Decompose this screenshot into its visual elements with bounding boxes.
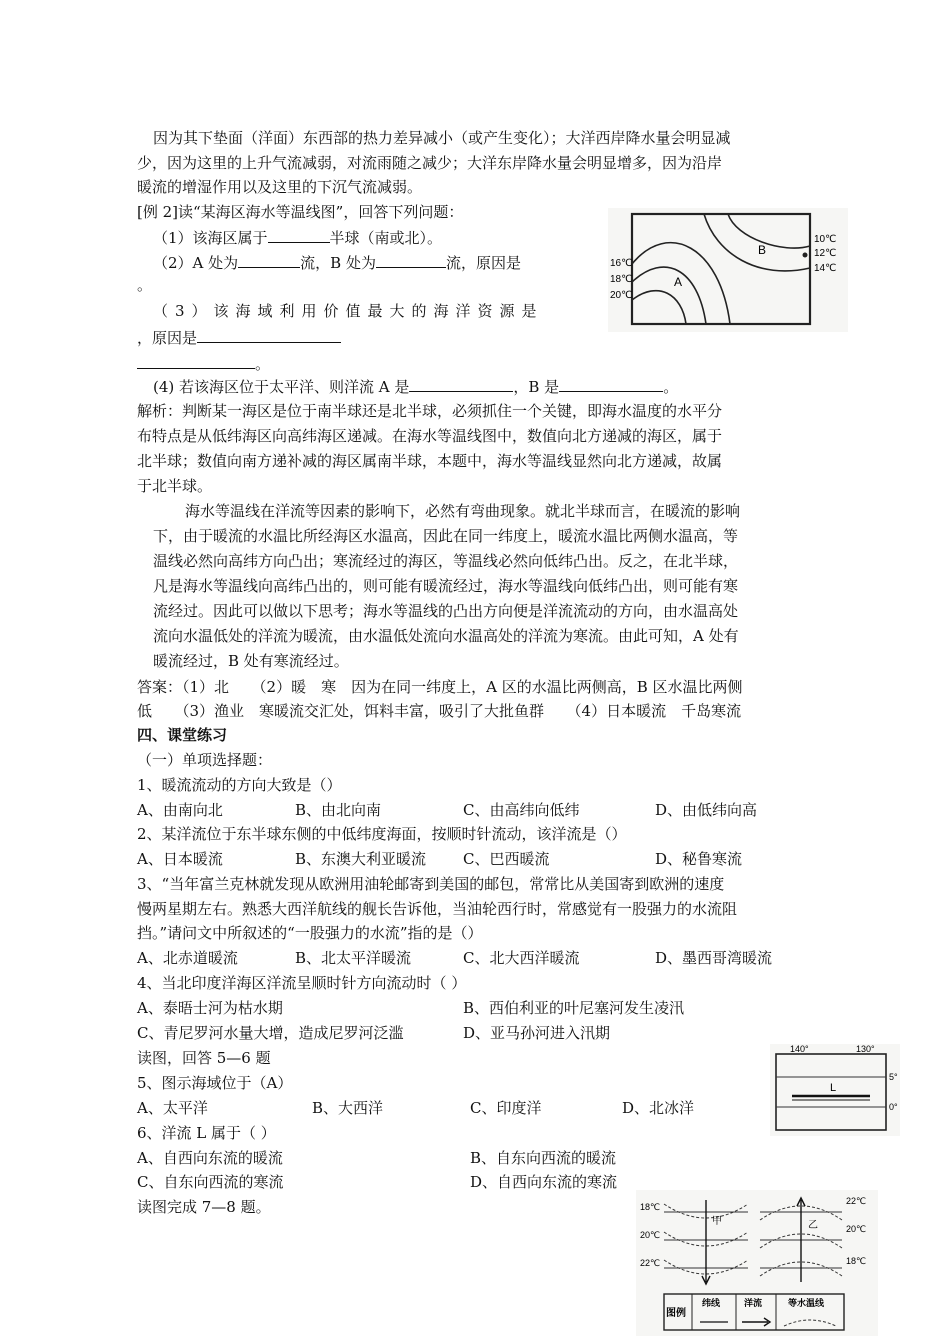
question-3: 慢两星期左右。熟悉大西洋航线的舰长告诉他，当油轮西行时，常感觉有一股强力的水流阻 (137, 900, 738, 918)
question-3: 3、“当年富兰克林就发现从欧洲用油轮邮寄到美国的邮包，常常比从美国寄到欧洲的速度 (137, 875, 725, 893)
question-line: （1）该海区属于 半球（南或北）。 (153, 226, 442, 249)
option[interactable]: D、由低纬向高 (655, 801, 758, 819)
text-line: 解析：判断某一海区是位于南半球还是北半球，必须抓住一个关键，即海水温度的水平分 (137, 402, 723, 420)
text-line: 海水等温线在洋流等因素的影响下，必然有弯曲现象。就北半球而言，在暖流的影响 (185, 502, 741, 520)
answer-blank[interactable] (409, 375, 513, 392)
isotherm-label: 14℃ (814, 263, 837, 274)
option[interactable]: D、亚马孙河进入汛期 (463, 1024, 611, 1042)
option[interactable]: C、由高纬向低纬 (463, 801, 580, 819)
longitude-label: 140° (790, 1044, 809, 1054)
question-line: 。 (137, 352, 270, 375)
text-line: 少，因为这里的上升气流减弱，对流雨随之减少；大洋东岸降水量会明显增多，因为沿岸 (137, 154, 723, 172)
option[interactable]: D、自西向东流的寒流 (470, 1173, 618, 1191)
option[interactable]: B、东澳大利亚暖流 (295, 850, 427, 868)
text-line: 北半球；数值向南方递补减的海区属南半球，本题中，海水等温线显然向北方递减，故属 (137, 452, 723, 470)
isotherm-map-figure (608, 208, 848, 332)
option[interactable]: A、日本暖流 (137, 850, 223, 868)
text-line: 于北半球。 (137, 477, 213, 495)
option[interactable]: B、由北向南 (295, 801, 382, 819)
option[interactable]: A、泰晤士河为枯水期 (137, 999, 283, 1017)
legend-title: 图例 (666, 1308, 686, 1319)
text-line: 流向水温低处的洋流为暖流，由水温低处流向水温高处的洋流为寒流。由此可知，A 处有 (153, 627, 739, 645)
latitude-label: 5° (889, 1072, 898, 1082)
isotherm-label: 20℃ (610, 290, 633, 301)
option[interactable]: B、大西洋 (312, 1099, 384, 1117)
option[interactable]: C、青尼罗河水量大增，造成尼罗河泛滥 (137, 1024, 404, 1042)
latitude-label: 0° (889, 1102, 898, 1112)
read-figure-instruction: 读图，回答 5—6 题 (137, 1049, 271, 1067)
isotherm-label: 12℃ (814, 248, 837, 259)
question-1: 1、暖流流动的方向大致是（） (137, 776, 342, 794)
text-line: 凡是海水等温线向高纬凸出的，则可能有暖流经过，海水等温线向低纬凸出，则可能有寒 (153, 577, 739, 595)
text-line: 流经过。因此可以做以下思考；海水等温线的凸出方向便是洋流流动的方向，由水温高处 (153, 602, 739, 620)
question-4: 4、当北印度洋海区洋流呈顺时针方向流动时（ ） (137, 974, 467, 992)
isotherm-label: 16℃ (610, 258, 633, 269)
option[interactable]: A、自西向东流的暖流 (137, 1149, 283, 1167)
isotherm-current-figure (636, 1190, 878, 1336)
text-line: 暖流的增湿作用以及这里的下沉气流减弱。 (137, 178, 423, 196)
question-6: 6、洋流 L 属于（ ） (137, 1124, 276, 1142)
text-line: 因为其下垫面（洋面）东西部的热力差异减小（或产生变化）；大洋西岸降水量会明显减 (153, 129, 731, 147)
question-line: ，原因是 (137, 326, 341, 349)
answer-blank[interactable] (559, 375, 663, 392)
isotherm-label: 18℃ (846, 1256, 867, 1266)
isotherm-label: 18℃ (610, 274, 633, 285)
text-line: 温线必然向高纬方向凸出；寒流经过的海区，等温线必然向低纬凸出。反之，在北半球， (153, 552, 739, 570)
answer-line: 低 （3）渔业 寒暖流交汇处，饵料丰富，吸引了大批鱼群 （4）日本暖流 千岛寒流 (137, 702, 742, 720)
question-line: (4) 若该海区位于太平洋、则洋流 A 是 ，B 是 。 (153, 375, 678, 398)
region-label-yi: 乙 (808, 1220, 818, 1231)
current-l-map-figure (770, 1044, 900, 1136)
option[interactable]: A、由南向北 (137, 801, 223, 819)
option[interactable]: B、北太平洋暖流 (295, 949, 412, 967)
isotherm-label: 22℃ (640, 1258, 661, 1268)
section-title: 四、课堂练习 (137, 726, 228, 744)
isotherm-label: 10℃ (814, 234, 837, 245)
question-line: （2）A 处为 流，B 处为 流，原因是 (153, 251, 521, 274)
option[interactable]: D、墨西哥湾暖流 (655, 949, 773, 967)
option[interactable]: D、秘鲁寒流 (655, 850, 743, 868)
text-line: 暖流经过，B 处有寒流经过。 (153, 652, 349, 670)
answer-blank[interactable] (238, 251, 300, 268)
isotherm-label: 20℃ (640, 1230, 661, 1240)
option[interactable]: B、自东向西流的暖流 (470, 1149, 617, 1167)
question-line: （3）该海域利用价值最大的海洋资源是 (153, 302, 544, 320)
text-line: 布特点是从低纬海区向高纬海区递减。在海水等温线图中，数值向北方递减的海区，属于 (137, 427, 723, 445)
option[interactable]: D、北冰洋 (622, 1099, 695, 1117)
answer-blank[interactable] (376, 251, 446, 268)
answer-line: 答案：（1）北 （2）暖 寒 因为在同一纬度上，A 区的水温比两侧高，B 区水温比两侧 (137, 678, 743, 696)
answer-blank[interactable] (197, 326, 341, 343)
isotherm-label: 22℃ (846, 1196, 867, 1206)
option[interactable]: C、巴西暖流 (463, 850, 550, 868)
question-2: 2、某洋流位于东半球东侧的中低纬度海面，按顺时针流动，该洋流是（） (137, 825, 627, 843)
example-intro: [例 2]读“某海区海水等温线图”，回答下列问题： (137, 203, 464, 221)
read-figure-instruction: 读图完成 7—8 题。 (137, 1198, 271, 1216)
answer-blank[interactable] (137, 352, 255, 369)
option[interactable]: C、北大西洋暖流 (463, 949, 580, 967)
text-line: 。 (137, 276, 153, 294)
region-label-a: A (674, 275, 683, 289)
question-5: 5、图示海域位于（A） (137, 1074, 293, 1092)
subsection-title: （一）单项选择题： (137, 751, 273, 769)
current-label-l: L (830, 1082, 837, 1094)
text-line: 下，由于暖流的水温比所经海区水温高，因此在同一纬度上，暖流水温比两侧水温高，等 (153, 527, 739, 545)
legend-item: 等水温线 (788, 1298, 825, 1308)
region-label-jia: 甲 (712, 1216, 722, 1227)
region-label-b: B (758, 243, 767, 257)
isotherm-label: 18℃ (640, 1202, 661, 1212)
option[interactable]: B、西伯利亚的叶尼塞河发生凌汛 (463, 999, 685, 1017)
option[interactable]: C、自东向西流的寒流 (137, 1173, 284, 1191)
legend-item: 纬线 (702, 1298, 721, 1308)
longitude-label: 130° (856, 1044, 875, 1054)
legend-item: 洋流 (744, 1298, 763, 1308)
option[interactable]: A、太平洋 (137, 1099, 208, 1117)
answer-blank[interactable] (268, 226, 330, 243)
question-3: 挡。”请问文中所叙述的“一股强力的水流”指的是（） (137, 924, 483, 942)
isotherm-label: 20℃ (846, 1224, 867, 1234)
option[interactable]: C、印度洋 (470, 1099, 542, 1117)
option[interactable]: A、北赤道暖流 (137, 949, 238, 967)
